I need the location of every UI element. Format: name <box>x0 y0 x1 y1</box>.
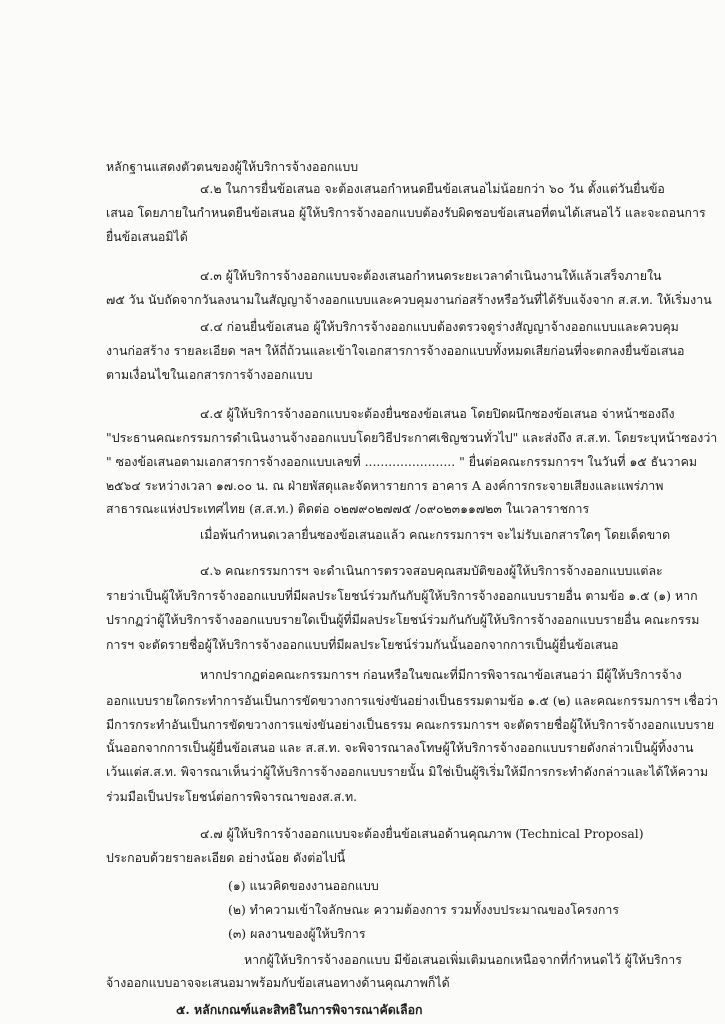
clause-4-3: ๔.๓ ผู้ให้บริการจ้างออกแบบจะต้องเสนอกำหนดระยะเวลาดำเนินงานให้แล้วเสร็จภายใน <box>200 268 662 283</box>
list-item: (๑) แนวคิดของงานออกแบบ <box>228 878 379 893</box>
text-line: ๒๕๖๔ ระหว่างเวลา ๑๗.๐๐ น. ณ ฝ่ายพัสดุและจัดหารายการ อาคาร A องค์การกระจายเสียงและแพร่ภาพ <box>106 478 664 493</box>
text-line: หากปรากฏต่อคณะกรรมการฯ ก่อนหรือในขณะที่มีการพิจารณาข้อเสนอว่า มีผู้ให้บริการจ้าง <box>200 667 682 682</box>
clause-4-4: ๔.๔ ก่อนยื่นข้อเสนอ ผู้ให้บริการจ้างออกแบบต้องตรวจดูร่างสัญญาจ้างออกแบบและควบคุม <box>200 319 679 334</box>
text-line: " ซองข้อเสนอตามเอกสารการจ้างออกแบบเลขที่ ....................... " ยื่นต่อคณะกรรมการฯ ในวันที่ ๑๕ ธันวาคม <box>106 454 698 469</box>
text-line: หากผู้ให้บริการจ้างออกแบบ มีข้อเสนอเพิ่มเติมนอกเหนือจากที่กำหนดไว้ ผู้ให้บริการ <box>244 952 682 967</box>
list-item: (๓) ผลงานของผู้ให้บริการ <box>228 926 366 941</box>
text-line: ออกแบบรายใดกระทำการอันเป็นการขัดขวางการแข่งขันอย่างเป็นธรรมตามข้อ ๑.๕ (๒) และคณะกรรมการฯ เชื่อว่า <box>106 693 719 708</box>
text-line: มีการกระทำอันเป็นการขัดขวางการแข่งขันอย่างเป็นธรรม คณะกรรมการฯ จะตัดรายชื่อผู้ให้บริการจ้างออกแบบราย <box>106 717 715 732</box>
text-line: เสนอ โดยภายในกำหนดยืนข้อเสนอ ผู้ให้บริการจ้างออกแบบต้องรับผิดชอบข้อเสนอที่ตนได้เสนอไว้ และจะถอนการ <box>106 205 706 220</box>
text-line: ตามเงื่อนไขในเอกสารการจ้างออกแบบ <box>106 367 313 382</box>
clause-4-5: ๔.๕ ผู้ให้บริการจ้างออกแบบจะต้องยื่นซองข้อเสนอ โดยปิดผนึกซองข้อเสนอ จ่าหน้าซองถึง <box>200 406 675 421</box>
list-item: (๒) ทำความเข้าใจลักษณะ ความต้องการ รวมทั้งงบประมาณของโครงการ <box>228 902 619 917</box>
text-line: งานก่อสร้าง รายละเอียด ฯลฯ ให้ถี่ถ้วนและเข้าใจเอกสารการจ้างออกแบบทั้งหมดเสียก่อนที่จะตกลงยื่นข้อเสนอ <box>106 343 685 358</box>
text-line: "ประธานคณะกรรมการดำเนินงานจ้างออกแบบโดยวิธีประกาศเชิญชวนทั่วไป" และส่งถึง ส.ส.ท. โดยระบุหน้าซองว่า <box>106 430 718 445</box>
text-line: ยื่นข้อเสนอมิได้ <box>106 229 188 244</box>
text-line: เมื่อพ้นกำหนดเวลายื่นซองข้อเสนอแล้ว คณะกรรมการฯ จะไม่รับเอกสารใดๆ โดยเด็ดขาด <box>200 527 671 542</box>
text-line: สาธารณะแห่งประเทศไทย (ส.ส.ท.) ติดต่อ ๐๒๗๙๐๒๗๗๕ /๐๙๐๒๓๑๑๗๒๓ ในเวลาราชการ <box>106 501 590 516</box>
text-line: เว้นแต่ส.ส.ท. พิจารณาเห็นว่าผู้ให้บริการจ้างออกแบบรายนั้น มิใช่เป็นผู้ริเริ่มให้มีการกระทำดังกล่าวและได้ให้ความ <box>106 764 709 779</box>
text-line: ปรากฏว่าผู้ให้บริการจ้างออกแบบรายใดเป็นผู้ที่มีผลประโยชน์ร่วมกันกับผู้ให้บริการจ้างออกแบบรายอื่น คณะกรรม <box>106 612 700 627</box>
text-line: ๗๕ วัน นับถัดจากวันลงนามในสัญญาจ้างออกแบบและควบคุมงานก่อสร้างหรือวันที่ได้รับแจ้งจาก ส.ส.ท. ให้เริ่มงาน <box>106 292 712 307</box>
clause-4-6: ๔.๖ คณะกรรมการฯ จะดำเนินการตรวจสอบคุณสมบัติของผู้ให้บริการจ้างออกแบบแต่ละ <box>200 563 663 578</box>
text-line: นั้นออกจากการเป็นผู้ยื่นข้อเสนอ และ ส.ส.ท. จะพิจารณาลงโทษผู้ให้บริการจ้างออกแบบรายดังกล่าวเป็นผู้ทิ้งงาน <box>106 740 694 755</box>
clause-4-7: ๔.๗ ผู้ให้บริการจ้างออกแบบจะต้องยื่นข้อเสนอด้านคุณภาพ (Technical Proposal) <box>200 826 644 841</box>
text-line: การฯ จะตัดรายชื่อผู้ให้บริการจ้างออกแบบที่มีผลประโยชน์ร่วมกันนั้นออกจากการเป็นผู้ยื่นข้อเสนอ <box>106 637 619 652</box>
clause-4-2: ๔.๒ ในการยื่นข้อเสนอ จะต้องเสนอกำหนดยืนข้อเสนอไม่น้อยกว่า ๖๐ วัน ตั้งแต่วันยื่นข้อ <box>200 181 665 196</box>
section-5-heading: ๕. หลักเกณฑ์และสิทธิในการพิจารณาคัดเลือก <box>176 1002 423 1017</box>
text-line: หลักฐานแสดงตัวตนของผู้ให้บริการจ้างออกแบบ <box>106 159 359 174</box>
text-line: รายว่าเป็นผู้ให้บริการจ้างออกแบบที่มีผลประโยชน์ร่วมกันกับผู้ให้บริการจ้างออกแบบรายอื่น ตามข้อ ๑.๕ (๑) หาก <box>106 588 698 603</box>
text-line: จ้างออกแบบอาจจะเสนอมาพร้อมกับข้อเสนอทางด้านคุณภาพก็ได้ <box>106 975 450 990</box>
text-line: ประกอบด้วยรายละเอียด อย่างน้อย ดังต่อไปนี้ <box>106 850 346 865</box>
text-line: ร่วมมือเป็นประโยชน์ต่อการพิจารณาของส.ส.ท. <box>106 789 358 804</box>
